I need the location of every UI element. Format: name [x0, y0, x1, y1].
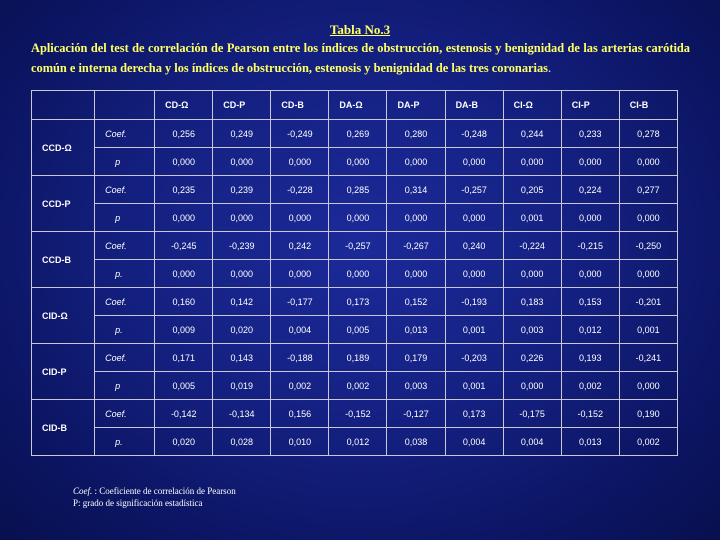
table-row	[32, 400, 678, 428]
coef-cell: -0,257	[329, 232, 387, 260]
stat-label-p: p	[95, 372, 155, 400]
coef-cell: -0,249	[271, 120, 329, 148]
stat-label-coef: Coef.	[95, 176, 155, 204]
row-group-label: CID-B	[32, 400, 95, 456]
row-group-label: CCD-B	[32, 232, 95, 288]
table-row	[32, 372, 678, 400]
stat-label-p: p	[95, 204, 155, 232]
p-cell: 0,028	[213, 428, 271, 456]
p-cell: 0,002	[329, 372, 387, 400]
header-empty-cell	[32, 91, 95, 120]
p-cell: 0,000	[155, 204, 213, 232]
column-header: DA-Ω	[329, 91, 387, 120]
correlation-table	[31, 90, 678, 456]
coef-cell: 0,235	[155, 176, 213, 204]
p-cell: 0,000	[213, 260, 271, 288]
coef-cell: 0,244	[503, 120, 561, 148]
stat-label-coef: Coef.	[95, 120, 155, 148]
coef-cell: 0,280	[387, 120, 445, 148]
note-coef-term: Coef.	[73, 486, 93, 496]
coef-cell: -0,127	[387, 400, 445, 428]
coef-cell: 0,233	[561, 120, 619, 148]
coef-cell: -0,152	[329, 400, 387, 428]
column-header: CI-Ω	[503, 91, 561, 120]
p-cell: 0,005	[329, 316, 387, 344]
header-empty-cell	[95, 91, 155, 120]
coef-cell: 0,183	[503, 288, 561, 316]
p-cell: 0,004	[503, 428, 561, 456]
note-coef-text: : Coeficiente de correlación de Pearson	[94, 486, 236, 496]
coef-cell: 0,142	[213, 288, 271, 316]
p-cell: 0,038	[387, 428, 445, 456]
p-cell: 0,019	[213, 372, 271, 400]
p-cell: 0,000	[503, 260, 561, 288]
p-cell: 0,020	[155, 428, 213, 456]
p-cell: 0,000	[445, 204, 503, 232]
coef-cell: 0,171	[155, 344, 213, 372]
coef-cell: -0,188	[271, 344, 329, 372]
coef-cell: 0,173	[329, 288, 387, 316]
header-row	[32, 91, 678, 120]
p-cell: 0,004	[445, 428, 503, 456]
coef-cell: 0,249	[213, 120, 271, 148]
coef-cell: -0,224	[503, 232, 561, 260]
table-row	[32, 428, 678, 456]
coef-cell: 0,240	[445, 232, 503, 260]
coef-cell: 0,285	[329, 176, 387, 204]
coef-cell: 0,269	[329, 120, 387, 148]
p-cell: 0,000	[619, 204, 677, 232]
coef-cell: -0,241	[619, 344, 677, 372]
p-cell: 0,000	[387, 260, 445, 288]
stat-label-p: p	[95, 148, 155, 176]
coef-cell: 0,179	[387, 344, 445, 372]
caption-period: .	[547, 61, 552, 75]
column-header: CD-B	[271, 91, 329, 120]
p-cell: 0,000	[271, 260, 329, 288]
p-cell: 0,005	[155, 372, 213, 400]
coef-cell: 0,193	[561, 344, 619, 372]
stat-label-coef: Coef.	[95, 232, 155, 260]
coef-cell: -0,134	[213, 400, 271, 428]
p-cell: 0,001	[503, 204, 561, 232]
row-group-label: CCD-P	[32, 176, 95, 232]
p-cell: 0,000	[619, 372, 677, 400]
coef-cell: -0,203	[445, 344, 503, 372]
coef-cell: -0,250	[619, 232, 677, 260]
coef-cell: -0,177	[271, 288, 329, 316]
p-cell: 0,000	[561, 148, 619, 176]
column-header: DA-B	[445, 91, 503, 120]
p-cell: 0,000	[561, 204, 619, 232]
table-row	[32, 260, 678, 288]
p-cell: 0,001	[619, 316, 677, 344]
coef-cell: -0,239	[213, 232, 271, 260]
coef-cell: 0,153	[561, 288, 619, 316]
p-cell: 0,012	[561, 316, 619, 344]
coef-cell: -0,193	[445, 288, 503, 316]
table-row	[32, 148, 678, 176]
coef-cell: -0,245	[155, 232, 213, 260]
p-cell: 0,020	[213, 316, 271, 344]
p-cell: 0,000	[619, 148, 677, 176]
p-cell: 0,009	[155, 316, 213, 344]
coef-cell: 0,190	[619, 400, 677, 428]
p-cell: 0,003	[503, 316, 561, 344]
table-row	[32, 316, 678, 344]
correlation-table-body	[32, 91, 678, 456]
coef-cell: 0,277	[619, 176, 677, 204]
p-cell: 0,001	[445, 316, 503, 344]
coef-cell: 0,239	[213, 176, 271, 204]
p-cell: 0,004	[271, 316, 329, 344]
stat-label-p: p.	[95, 260, 155, 288]
coef-cell: -0,267	[387, 232, 445, 260]
coef-cell: 0,205	[503, 176, 561, 204]
table-row	[32, 120, 678, 148]
note-coef	[73, 485, 236, 497]
coef-cell: -0,257	[445, 176, 503, 204]
column-header: CI-B	[619, 91, 677, 120]
column-header: CD-P	[213, 91, 271, 120]
coef-cell: 0,143	[213, 344, 271, 372]
coef-cell: 0,160	[155, 288, 213, 316]
p-cell: 0,010	[271, 428, 329, 456]
coef-cell: -0,175	[503, 400, 561, 428]
table-row	[32, 288, 678, 316]
coef-cell: -0,142	[155, 400, 213, 428]
coef-cell: 0,314	[387, 176, 445, 204]
column-header: CI-P	[561, 91, 619, 120]
table-row	[32, 344, 678, 372]
row-group-label: CID-Ω	[32, 288, 95, 344]
p-cell: 0,000	[271, 204, 329, 232]
row-group-label: CCD-Ω	[32, 120, 95, 176]
p-cell: 0,012	[329, 428, 387, 456]
column-header: CD-Ω	[155, 91, 213, 120]
p-cell: 0,000	[387, 148, 445, 176]
p-cell: 0,013	[561, 428, 619, 456]
p-cell: 0,000	[271, 148, 329, 176]
note-p: P: grado de significación estadística	[73, 498, 203, 508]
p-cell: 0,000	[155, 148, 213, 176]
p-cell: 0,000	[503, 372, 561, 400]
coef-cell: 0,226	[503, 344, 561, 372]
p-cell: 0,000	[503, 148, 561, 176]
stat-label-p: p.	[95, 316, 155, 344]
coef-cell: -0,248	[445, 120, 503, 148]
coef-cell: 0,173	[445, 400, 503, 428]
table-row	[32, 176, 678, 204]
p-cell: 0,000	[155, 260, 213, 288]
p-cell: 0,002	[619, 428, 677, 456]
p-cell: 0,000	[619, 260, 677, 288]
stat-label-coef: Coef.	[95, 344, 155, 372]
p-cell: 0,003	[387, 372, 445, 400]
coef-cell: -0,215	[561, 232, 619, 260]
coef-cell: 0,189	[329, 344, 387, 372]
p-cell: 0,013	[387, 316, 445, 344]
stat-label-coef: Coef.	[95, 400, 155, 428]
p-cell: 0,000	[387, 204, 445, 232]
coef-cell: 0,242	[271, 232, 329, 260]
p-cell: 0,000	[213, 204, 271, 232]
table-caption	[31, 38, 690, 78]
table-notes	[73, 485, 236, 509]
coef-cell: 0,156	[271, 400, 329, 428]
coef-cell: 0,256	[155, 120, 213, 148]
p-cell: 0,002	[561, 372, 619, 400]
p-cell: 0,000	[561, 260, 619, 288]
column-header: DA-P	[387, 91, 445, 120]
p-cell: 0,002	[271, 372, 329, 400]
p-cell: 0,000	[329, 204, 387, 232]
p-cell: 0,000	[329, 148, 387, 176]
row-group-label: CID-P	[32, 344, 95, 400]
table-title: Tabla No.3	[329, 22, 391, 37]
table-row	[32, 204, 678, 232]
stat-label-coef: Coef.	[95, 288, 155, 316]
p-cell: 0,000	[329, 260, 387, 288]
p-cell: 0,000	[445, 260, 503, 288]
p-cell: 0,000	[445, 148, 503, 176]
p-cell: 0,000	[213, 148, 271, 176]
coef-cell: -0,228	[271, 176, 329, 204]
coef-cell: -0,152	[561, 400, 619, 428]
stat-label-p: p.	[95, 428, 155, 456]
p-cell: 0,001	[445, 372, 503, 400]
coef-cell: 0,224	[561, 176, 619, 204]
coef-cell: 0,278	[619, 120, 677, 148]
caption-text: Aplicación del test de correlación de Pearson entre los índices de obstrucción, estenosis y benignidad de las arterias carótida común e interna derecha y los índices de obstrucción, estenosis y benignidad de las tres coronarias	[31, 41, 690, 75]
coef-cell: 0,152	[387, 288, 445, 316]
table-row	[32, 232, 678, 260]
coef-cell: -0,201	[619, 288, 677, 316]
